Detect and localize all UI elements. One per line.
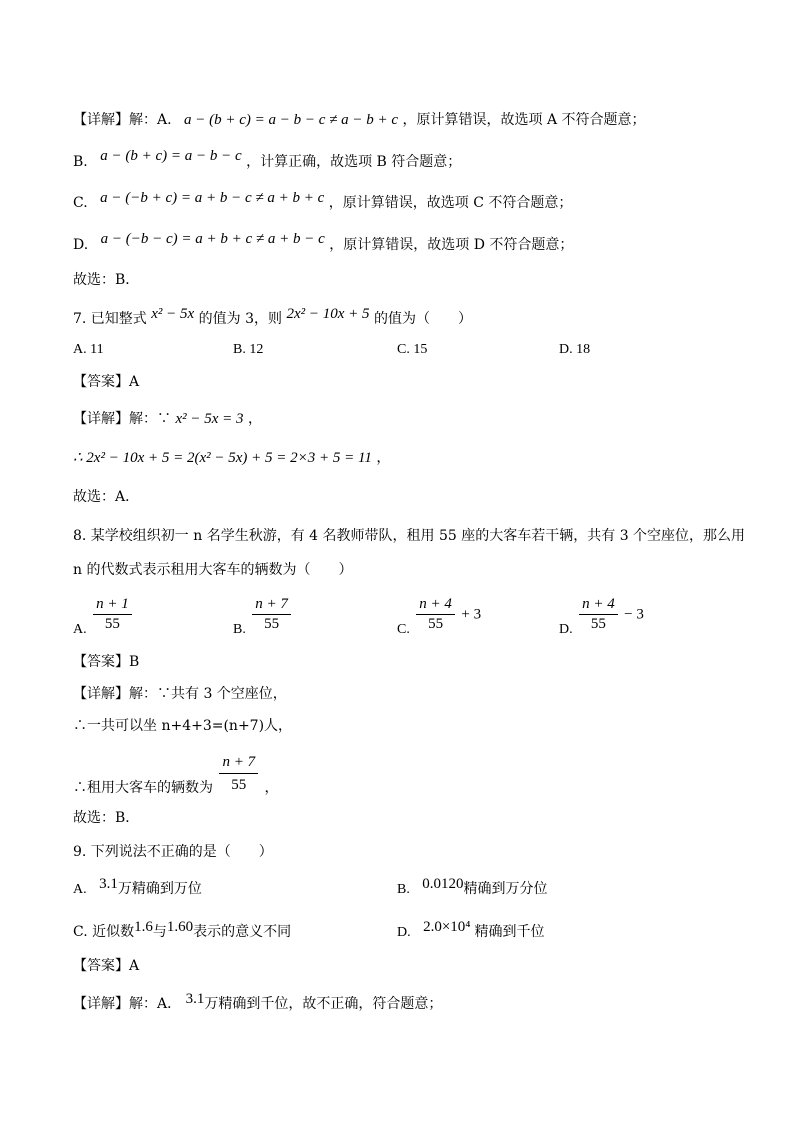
question-text: 的值为（ ） [373, 311, 472, 327]
detail-text: ， [264, 779, 279, 796]
detail-text: ， [376, 450, 391, 466]
option-c: C. 15 [397, 342, 428, 357]
q8-detail-line1: 【详解】解：∵共有 3 个空座位， [73, 686, 287, 702]
option-d: D. 18 [559, 342, 591, 357]
q7-stem [73, 306, 472, 329]
q8-stem-line2: n 的代数式表示租用大客车的辆数为（ ） [73, 562, 353, 578]
detail-label: 【详解】解：A. [73, 112, 172, 128]
math-expression: x² − 5x [151, 306, 195, 322]
q9-option-c [73, 921, 291, 941]
numerator: n + 1 [93, 596, 132, 615]
option-label: C. 近似数 [73, 924, 135, 940]
option-text: 精确到万分位 [463, 881, 548, 897]
q9-stem: 9. 下列说法不正确的是（ ） [73, 844, 273, 860]
detail-text: ，原计算错误，故选项 A 不符合题意； [402, 112, 646, 128]
option-a: A. 11 [73, 342, 104, 357]
option-label: C. [397, 621, 410, 637]
option-text: 万精确到万位 [117, 881, 202, 897]
q8-option-d [559, 596, 644, 637]
detail-text: ，计算正确，故选项 B 符合题意； [246, 154, 462, 170]
q7-choose: 故选：A． [73, 489, 140, 505]
q8-detail-line3 [73, 752, 279, 795]
numerator: n + 7 [219, 752, 258, 774]
option-label: B. [233, 621, 246, 637]
q9-detail-line [73, 991, 443, 1014]
option-label: D. [397, 925, 411, 940]
denominator: 55 [590, 616, 606, 632]
detail-text: ， [247, 411, 262, 427]
q9-option-b [397, 878, 548, 898]
math-number: 3.1 [185, 991, 205, 1007]
math-number: 0.0120 [422, 876, 464, 892]
q7-detail-line-a [73, 409, 262, 429]
fraction [252, 596, 291, 633]
math-expression: a − (b + c) = a − b − c ≠ a − b + c [184, 112, 399, 128]
fraction [579, 596, 618, 633]
q9-option-a [73, 878, 202, 898]
detail-text: ，原计算错误，故选项 C 不符合题意； [328, 195, 573, 211]
denominator: 55 [231, 777, 247, 793]
option-label: C. [73, 195, 88, 211]
q8-option-b [233, 596, 293, 637]
math-number: 1.60 [166, 919, 194, 935]
option-text: 表示的意义不同 [193, 924, 292, 940]
option-tail: − 3 [624, 606, 644, 623]
detail-text: ，原计算错误，故选项 D 不符合题意； [329, 237, 574, 253]
q9-option-d [397, 921, 545, 941]
q8-option-a [73, 596, 134, 637]
detail-label: 【详解】解：∵ [73, 411, 171, 427]
math-expression: a − (−b − c) = a + b + c ≠ a + b − c [100, 231, 325, 247]
q8-answer: 【答案】B [73, 654, 140, 670]
option-label: B. [397, 882, 410, 897]
option-tail: + 3 [461, 606, 482, 623]
fraction [93, 596, 132, 633]
fraction [219, 752, 258, 795]
math-number: 3.1 [99, 876, 118, 892]
q8-choose: 故选：B． [73, 810, 140, 826]
math-expression: ∴ 2x² − 10x + 5 = 2(x² − 5x) + 5 = 2×3 + 5 = 11 [73, 450, 372, 466]
q8-option-c [397, 596, 482, 637]
q6-detail-line-c [73, 190, 573, 213]
q7-answer: 【答案】A [73, 374, 140, 390]
question-text: 的值为 3，则 [198, 311, 283, 327]
question-text: 7. 已知整式 [73, 311, 147, 327]
q8-stem-line1: 8. 某学校组织初一 n 名学生秋游，有 4 名教师带队，租用 55 座的大客车若干辆，共有 3 个空座位，那么用 [73, 528, 746, 544]
math-expression: a − (−b + c) = a + b − c ≠ a + b + c [100, 190, 325, 206]
option-label: A. [73, 882, 87, 897]
math-expression: 2x² − 10x + 5 [286, 306, 370, 322]
option-label: D. [73, 237, 89, 253]
q6-choose: 故选：B． [73, 272, 140, 288]
option-label: B. [73, 154, 88, 170]
numerator: n + 7 [252, 596, 291, 615]
option-text: 与 [152, 924, 167, 940]
numerator: n + 4 [416, 596, 455, 615]
fraction [416, 596, 455, 633]
q6-detail-line-b [73, 148, 462, 172]
q6-detail-line-d [73, 231, 574, 255]
detail-label: 【详解】解：A． [73, 996, 182, 1012]
q7-detail-line-b [73, 448, 390, 468]
detail-text: 万精确到千位，故不正确，符合题意； [204, 996, 443, 1012]
detail-text: ∴租用大客车的辆数为 [73, 779, 213, 796]
q9-answer: 【答案】A [73, 958, 140, 974]
option-label: D. [559, 621, 573, 637]
denominator: 55 [428, 616, 444, 632]
numerator: n + 4 [579, 596, 618, 615]
denominator: 55 [264, 616, 280, 632]
math-expression: 2.0×10⁴ [423, 919, 471, 935]
denominator: 55 [104, 616, 120, 632]
q8-detail-line2: ∴一共可以坐 n+4+3=(n+7)人， [73, 718, 293, 734]
option-b: B. 12 [233, 342, 264, 357]
option-label: A. [73, 621, 87, 637]
option-text: 精确到千位 [474, 924, 545, 940]
math-number: 1.6 [134, 919, 153, 935]
math-expression: x² − 5x = 3 [175, 411, 244, 427]
math-expression: a − (b + c) = a − b − c [100, 148, 242, 164]
q6-detail-line-a [73, 110, 646, 130]
